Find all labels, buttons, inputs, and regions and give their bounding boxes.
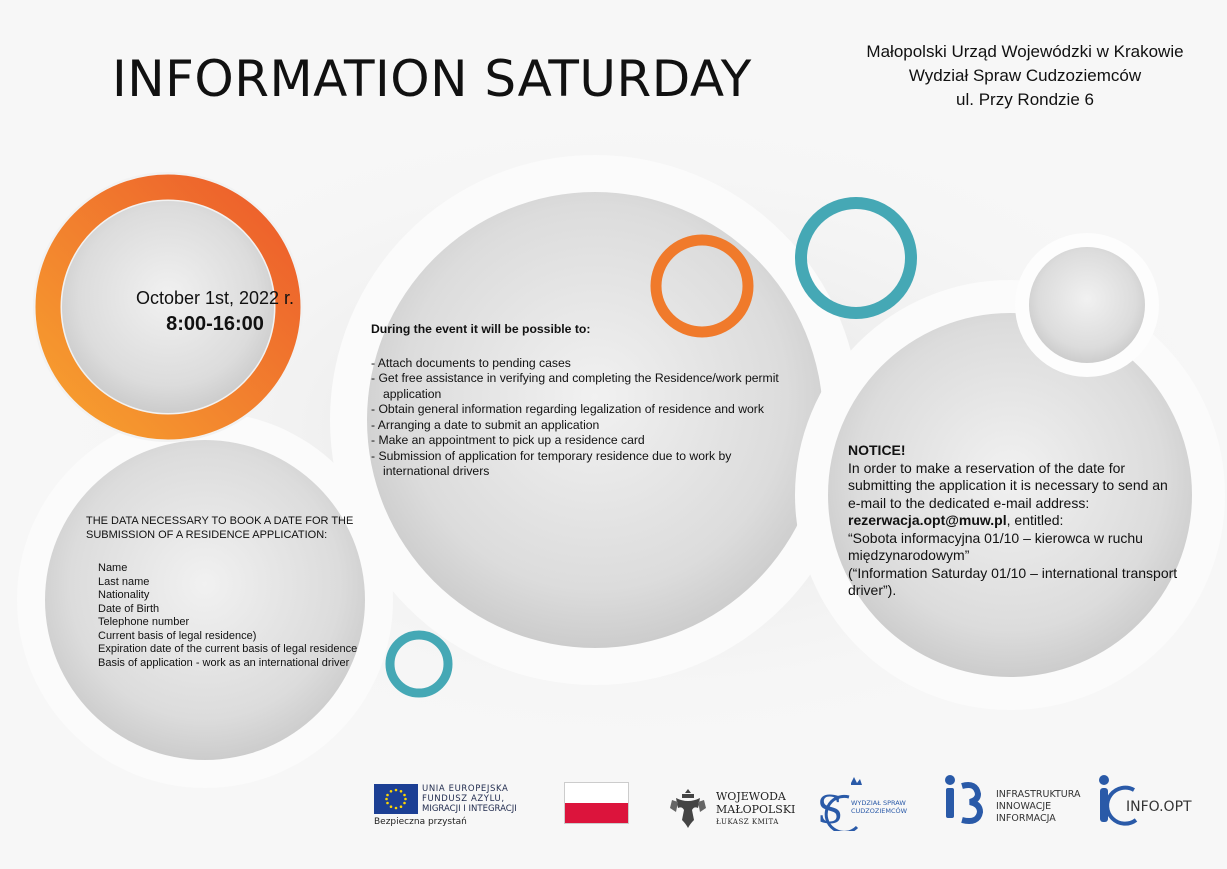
i3-logo: INFRASTRUKTURA INNOWACJE INFORMACJA	[940, 772, 1090, 828]
small-white-ring	[1015, 233, 1159, 377]
info-opt-logo: INFO.OPT	[1096, 772, 1216, 828]
event-date-block	[95, 288, 335, 336]
required-data-list	[86, 562, 376, 670]
list-item: Name	[98, 562, 128, 574]
reservation-email[interactable]: rezerwacja.opt@muw.pl	[848, 512, 1007, 528]
notice-block	[848, 442, 1178, 600]
poland-flag-icon	[564, 782, 629, 824]
list-item: Expiration date of the current basis of legal residence	[98, 643, 358, 655]
list-item: - Obtain general information regarding legalization of residence and work	[371, 402, 791, 418]
list-item: Telephone number	[98, 616, 190, 628]
office-street: ul. Przy Rondzie 6	[956, 90, 1094, 109]
list-item: Basis of application - work as an international driver	[98, 656, 350, 669]
office-department: Wydział Spraw Cudzoziemców	[908, 66, 1142, 85]
eu-flag-icon	[374, 784, 418, 814]
office-address	[830, 40, 1220, 112]
office-name: Małopolski Urząd Wojewódzki w Krakowie	[866, 42, 1184, 61]
event-date: October 1st, 2022 r.	[135, 288, 295, 308]
event-info-heading: During the event it will be possible to:	[371, 322, 591, 336]
page-title: INFORMATION SATURDAY	[112, 50, 752, 108]
notice-subject-en: (“Information Saturday 01/10 – international transport driver”).	[848, 564, 1178, 598]
list-item: Nationality	[98, 589, 150, 601]
list-item: Date of Birth	[98, 602, 160, 615]
list-item: - Make an appointment to pick up a residence card	[371, 433, 791, 449]
notice-body: In order to make a reservation of the date for submitting the application it is necessary to send an e-mail to the dedicated e-mail address: rezerwacja.opt@muw.pl, entitled:	[848, 459, 1168, 528]
wojewoda-logo: WOJEWODA MAŁOPOLSKI ŁUKASZ KMITA	[668, 786, 798, 830]
eu-fund-logo: UNIA EUROPEJSKA FUNDUSZ AZYLU, MIGRACJI I INTEGRACJI Bezpieczna przystań	[374, 784, 517, 827]
eagle-icon	[668, 786, 708, 830]
notice-subject-pl: “Sobota informacyjna 01/10 – kierowca w ruchu międzynarodowym”	[848, 529, 1143, 563]
notice-heading: NOTICE!	[848, 442, 906, 458]
list-item: Current basis of legal residence)	[98, 629, 257, 642]
list-item: - Arranging a date to submit an application	[371, 418, 791, 434]
event-info-list	[371, 356, 791, 480]
list-item: - Attach documents to pending cases	[371, 356, 791, 372]
svg-text:S: S	[817, 788, 844, 831]
list-item: - Submission of application for temporary residence due to work by international drivers	[371, 449, 791, 480]
wsc-logo: S WYDZIAŁ SPRAW CUDZOZIEMCÓW	[815, 775, 925, 831]
list-item: Last name	[98, 575, 150, 588]
required-data-heading: THE DATA NECESSARY TO BOOK A DATE FOR THE SUBMISSION OF A RESIDENCE APPLICATION:	[86, 515, 354, 541]
event-info	[371, 322, 791, 480]
list-item: - Get free assistance in verifying and completing the Residence/work permit application	[371, 371, 791, 402]
required-data	[86, 515, 376, 670]
i3-emblem-icon	[940, 772, 994, 828]
event-hours: 8:00-16:00	[166, 313, 264, 335]
